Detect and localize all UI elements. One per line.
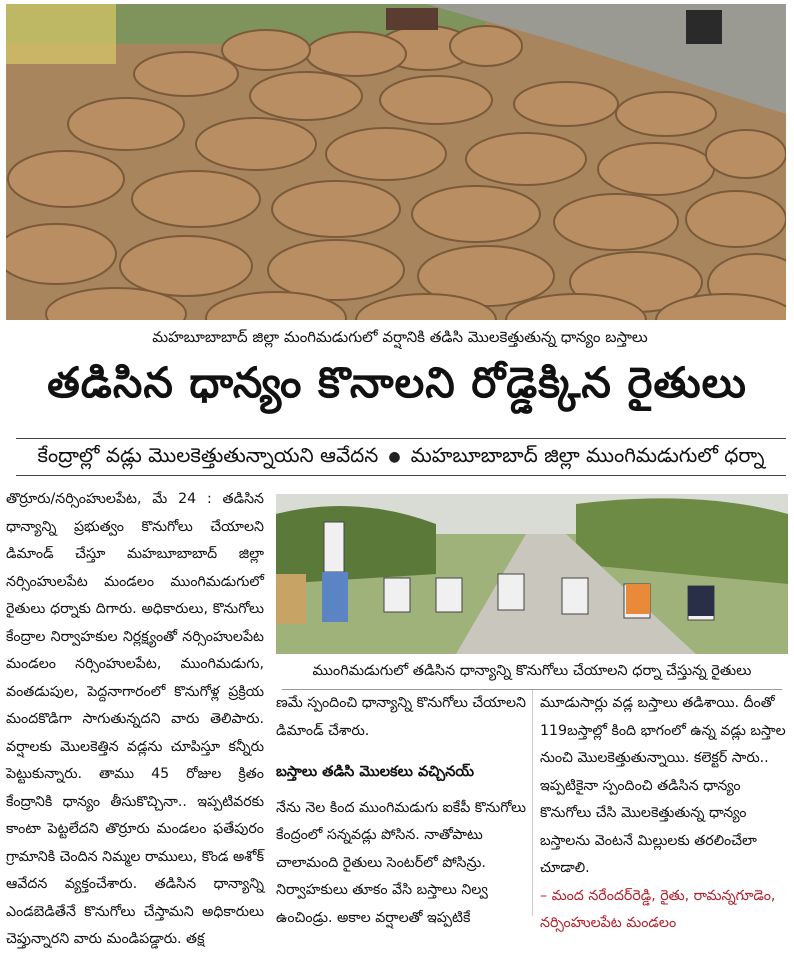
article-para-1: తొర్రూరు/నర్సింహులపేట, మే 24 : తడిసిన ధాన్యాన్ని ప్రభుత్వం కొనుగోలు చేయాలని డిమాండ్ చేస్తూ మహబూబాబాద్ జిల్లా నర్సింహులపేట మండలం ముంగిమడుగులో రైతులు ధర్నాకు దిగారు. అధికారులు, కొనుగోలు కేంద్రాల నిర్వాహకుల నిర్లక్ష్యంతో నర్సింహులపేట మండలం నర్సింహులపేట, ముంగిమడుగు, వంతడుపుల, పెద్దనాగారంలో కొనుగోళ్ల ప్రక్రియ మందకొడిగా సాగుతున్నదని వారు తెలిపారు. వర్షాలకు మొలకెత్తిన వడ్లను చూపిస్తూ కన్నీరు పెట్టుకున్నారు. తాము 45 రోజుల క్రితం కేంద్రానికి ధాన్యం తీసుకొచ్చినా.. ఇప్పటివరకు కాంటా పెట్టలేదని తొర్రూరు మండలం ఫతేపురం గ్రామానికి చెందిన నిమ్మల రాములు, కొండ అశోక్ ఆవేదన వ్యక్తంచేశారు. తడిసిన ధాన్యాన్ని ఎండబెడితేనే కొనుగోలు చేస్తామని అధికారులు చెప్తున్నారని వారు మండిపడ్డారు. తక్ష: [6, 491, 264, 947]
grain-bags-photo: [6, 4, 786, 320]
top-photo-caption: మహబూబాబాద్ జిల్లా మంగిమడుగులో వర్షానికి తడిసి మొలకెత్తుతున్న ధాన్యం బస్తాలు: [152, 328, 648, 346]
article-column-3: [540, 690, 788, 938]
deck-right: మహబూబాబాద్ జిల్లా ముంగిమడుగులో ధర్నా: [410, 442, 765, 467]
subheadline-deck: [16, 438, 786, 476]
article-para-3: నేను నెల కింద ముంగిమడుగు ఐకేపీ కొనుగోలు కేంద్రంలో సన్నవడ్లు పోసిన. నాతోపాటు చాలామంది రైతులు సెంటర్‌లో పోసిన్రు. నిర్వాహకులు తూకం వేసి బస్తాలు నిల్వ ఉంచిండ్రు. అకాల వర్షాలతో ఇప్పటికే: [276, 799, 527, 926]
article-subhead: బస్తాలు తడిసి మొలకలు వచ్చినయ్: [276, 764, 475, 780]
mid-photo-caption: ముంగిమడుగులో తడిసిన ధాన్యాన్ని కొనుగోలు చేయాలని ధర్నా చేస్తున్న రైతులు: [282, 657, 782, 690]
farmers-protest-photo: [276, 494, 788, 654]
quote-signature: – మంద నరేందర్‌రెడ్డి, రైతు, రామన్నగూడెం, నర్సింహులపేట మండలం: [540, 887, 776, 931]
deck-left: కేంద్రాల్లో వడ్లు మొలకెత్తుతున్నాయని ఆవేదన: [37, 442, 379, 467]
column-divider: [532, 690, 533, 916]
bullet-icon: ●: [388, 449, 401, 465]
article-column-1: [6, 486, 264, 954]
article-para-4: మూడుసార్లు వడ్ల బస్తాలు తడిశాయి. దీంతో 119బస్తాల్లో కింది భాగంలో ఉన్న వడ్లు బస్తాల నుంచి మొలకెత్తుతున్నాయి. కలెక్టర్ సారు.. ఇప్పటికైనా స్పందించి తడిసిన ధాన్యం కొనుగోలు చేసి మొలకెత్తుతున్న ధాన్యం బస్తాలను వెంటనే మిల్లులకు తరలించేలా చూడాలి.: [540, 695, 786, 876]
article-column-2: [276, 690, 528, 932]
article-para-2: ణమే స్పందించి ధాన్యాన్ని కొనుగోలు చేయాలని డిమాండ్ చేశారు.: [276, 695, 526, 739]
headline: తడిసిన ధాన్యం కొనాలని రోడ్డెక్కిన రైతులు: [47, 358, 747, 407]
